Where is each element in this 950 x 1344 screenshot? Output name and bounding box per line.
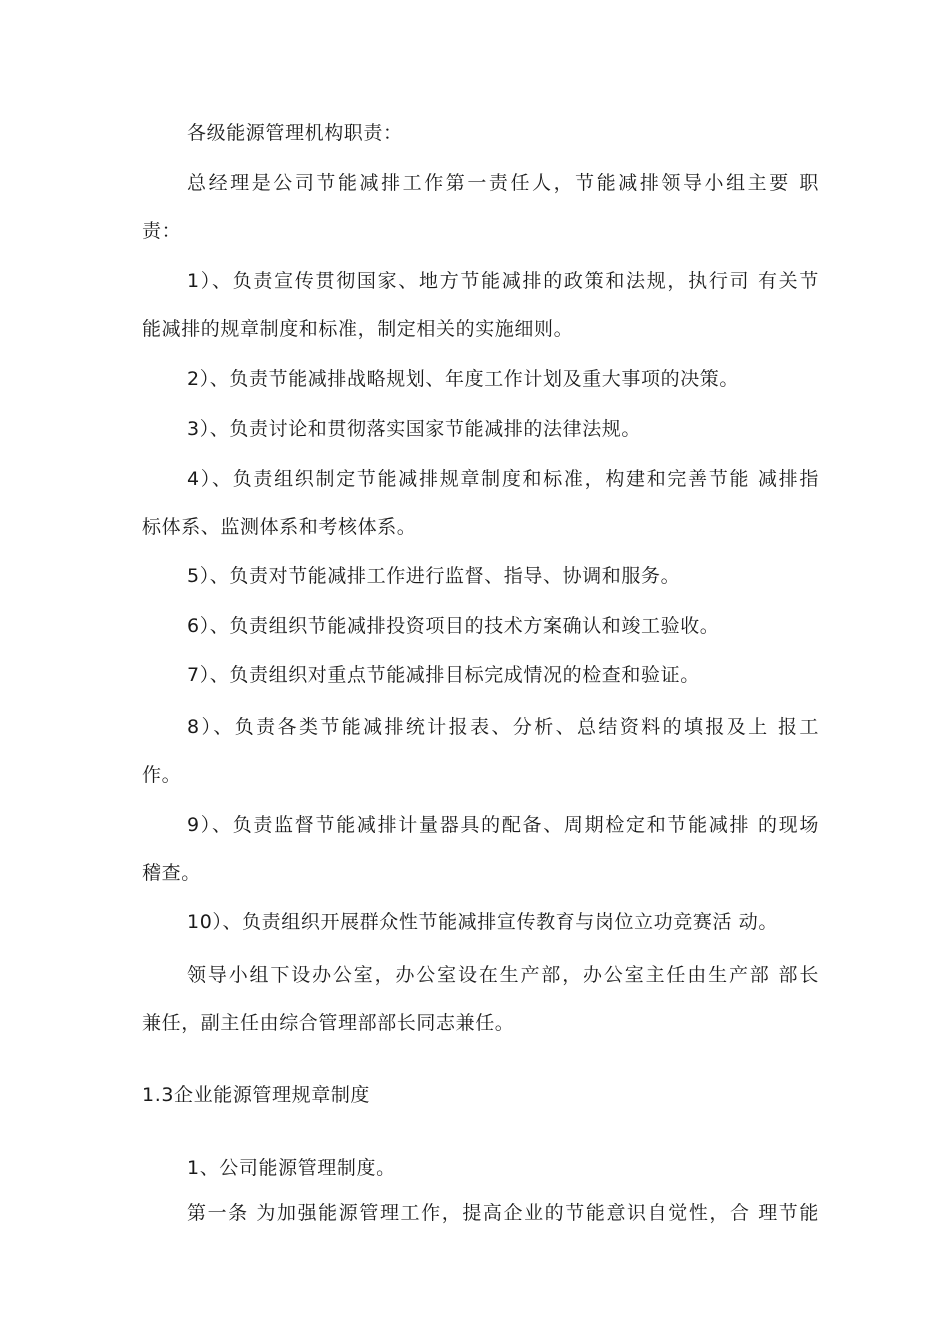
list-item-7: 7）、负责组织对重点节能减排目标完成情况的检查和验证。: [187, 664, 700, 686]
list-item-8-line: 作。: [142, 764, 182, 786]
list-item-9-line: 稽查。: [142, 862, 201, 884]
list-item-4-line: 标体系、监测体系和考核体系。: [142, 516, 417, 538]
list-item-1-line: 能减排的规章制度和标准，制定相关的实施细则。: [142, 318, 574, 340]
list-item-9-line: 9）、负责监督节能减排计量器具的配备、周期检定和节能减排 的现场: [187, 814, 819, 836]
section-heading: 1.3企业能源管理规章制度: [142, 1084, 371, 1106]
list-item-3: 3）、负责讨论和贯彻落实国家节能减排的法律法规。: [187, 418, 641, 440]
list-item-4-line: 4）、负责组织制定节能减排规章制度和标准，构建和完善节能 减排指: [187, 468, 819, 490]
subsection-heading: 1、公司能源管理制度。: [187, 1157, 396, 1179]
list-item-8-line: 8）、负责各类节能减排统计报表、分析、总结资料的填报及上 报工: [187, 716, 819, 738]
list-item-5: 5）、负责对节能减排工作进行监督、指导、协调和服务。: [187, 565, 681, 587]
paragraph-line: 责：: [142, 220, 182, 242]
paragraph-line: 第一条 为加强能源管理工作，提高企业的节能意识自觉性，合 理节能: [187, 1202, 819, 1224]
paragraph-line: 总经理是公司节能减排工作第一责任人，节能减排领导小组主要 职: [187, 172, 819, 194]
list-item-1-line: 1）、负责宣传贯彻国家、地方节能减排的政策和法规，执行司 有关节: [187, 270, 819, 292]
section-intro-heading: 各级能源管理机构职责：: [187, 122, 403, 144]
paragraph-line: 领导小组下设办公室，办公室设在生产部，办公室主任由生产部 部长: [187, 964, 819, 986]
list-item-6: 6）、负责组织节能减排投资项目的技术方案确认和竣工验收。: [187, 615, 720, 637]
list-item-10: 10）、负责组织开展群众性节能减排宣传教育与岗位立功竞赛活 动。: [187, 911, 778, 933]
paragraph-line: 兼任，副主任由综合管理部部长同志兼任。: [142, 1012, 515, 1034]
list-item-2: 2）、负责节能减排战略规划、年度工作计划及重大事项的决策。: [187, 368, 739, 390]
